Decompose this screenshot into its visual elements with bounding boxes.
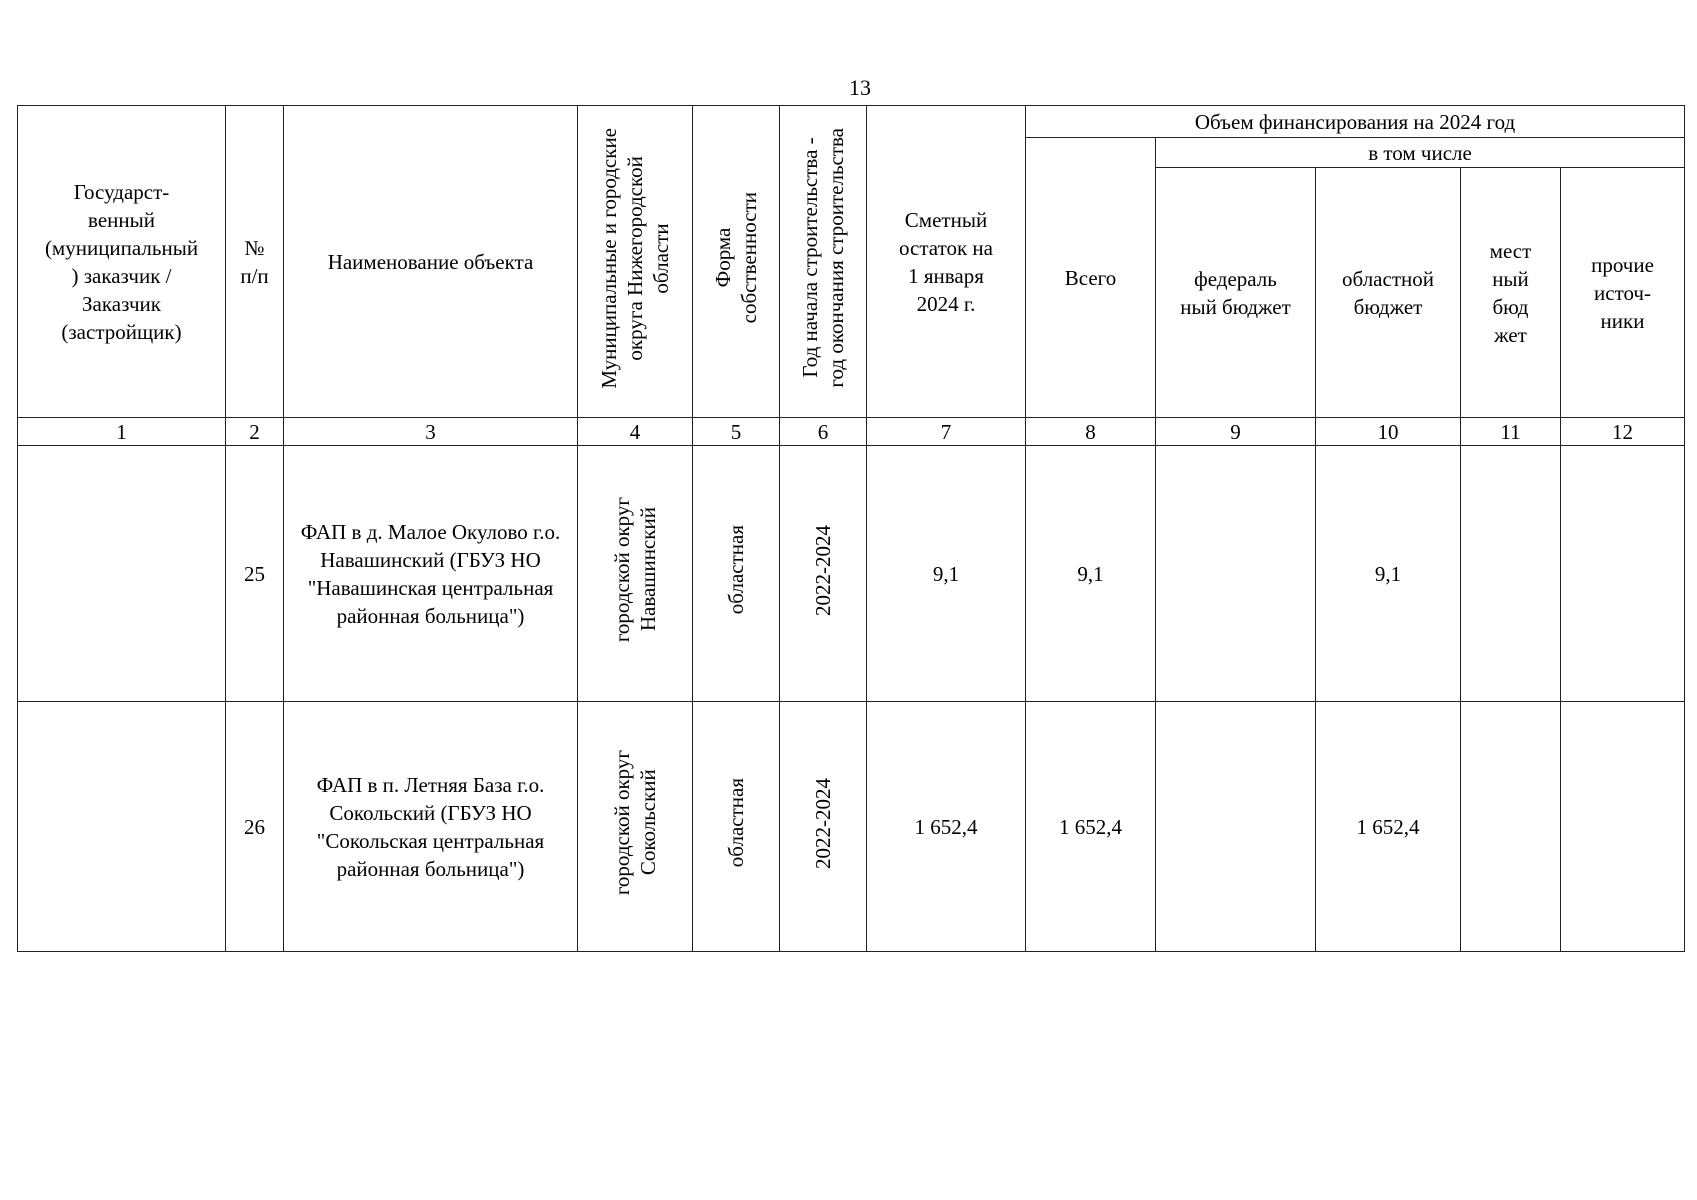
table-row: [18, 702, 1685, 952]
header-row-1: [18, 106, 1685, 138]
cell-object-name: ФАП в п. Летняя База г.о. Сокольский (ГБУЗ НО "Сокольская центральная районная больница"): [284, 702, 578, 952]
header-regional: областной бюджет: [1316, 168, 1461, 418]
cell-years: 2022-2024: [780, 446, 867, 702]
cell-ownership: областная: [693, 702, 780, 952]
column-numbers-row: [18, 418, 1685, 446]
column-number: 9: [1156, 418, 1316, 446]
cell-customer: [18, 702, 226, 952]
column-number: 3: [284, 418, 578, 446]
cell-other: [1561, 702, 1685, 952]
page-number: 13: [849, 75, 871, 100]
cell-customer: [18, 446, 226, 702]
cell-total: 9,1: [1026, 446, 1156, 702]
cell-federal: [1156, 446, 1316, 702]
cell-estimate: 9,1: [867, 446, 1026, 702]
cell-regional: 9,1: [1316, 446, 1461, 702]
cell-other: [1561, 446, 1685, 702]
column-number: 8: [1026, 418, 1156, 446]
cell-years: 2022-2024: [780, 702, 867, 952]
cell-municipality: городской округ Навашинский: [578, 446, 693, 702]
column-number: 6: [780, 418, 867, 446]
column-number: 12: [1561, 418, 1685, 446]
column-number: 4: [578, 418, 693, 446]
column-number: 10: [1316, 418, 1461, 446]
cell-federal: [1156, 702, 1316, 952]
header-num: № п/п: [226, 106, 284, 418]
column-number: 11: [1461, 418, 1561, 446]
table-row: [18, 446, 1685, 702]
header-object-name: Наименование объекта: [284, 106, 578, 418]
header-federal: федераль ный бюджет: [1156, 168, 1316, 418]
header-estimate: Сметный остаток на 1 января 2024 г.: [867, 106, 1026, 418]
cell-num: 26: [226, 702, 284, 952]
header-municipality: Муниципальные и городские округа Нижегородской области: [578, 106, 693, 418]
cell-regional: 1 652,4: [1316, 702, 1461, 952]
cell-local: [1461, 702, 1561, 952]
column-number: 5: [693, 418, 780, 446]
header-funding-group: Объем финансирования на 2024 год: [1026, 106, 1685, 138]
header-customer: Государст- венный (муниципальный ) заказчик / Заказчик (застройщик): [18, 106, 226, 418]
cell-num: 25: [226, 446, 284, 702]
header-years: Год начала строительства - год окончания строительства: [780, 106, 867, 418]
cell-municipality: городской округ Сокольский: [578, 702, 693, 952]
column-number: 7: [867, 418, 1026, 446]
cell-estimate: 1 652,4: [867, 702, 1026, 952]
cell-total: 1 652,4: [1026, 702, 1156, 952]
header-total: Всего: [1026, 138, 1156, 418]
cell-ownership: областная: [693, 446, 780, 702]
header-other: прочие источ- ники: [1561, 168, 1685, 418]
column-number: 2: [226, 418, 284, 446]
header-including: в том числе: [1156, 138, 1685, 168]
header-local: мест ный бюд жет: [1461, 168, 1561, 418]
column-number: 1: [18, 418, 226, 446]
financing-table: [17, 105, 1685, 952]
cell-local: [1461, 446, 1561, 702]
cell-object-name: ФАП в д. Малое Окулово г.о. Навашинский (ГБУЗ НО "Навашинская центральная районная больница"): [284, 446, 578, 702]
header-ownership: Форма собственности: [693, 106, 780, 418]
